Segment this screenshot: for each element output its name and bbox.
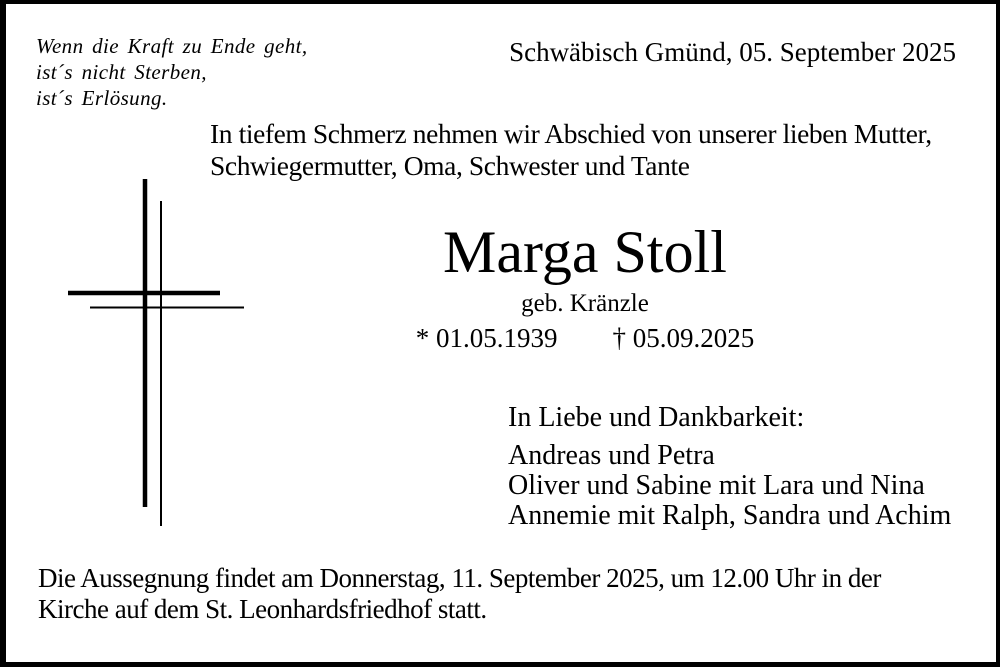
dateline: Schwäbisch Gmünd, 05. September 2025 <box>509 37 956 67</box>
funeral-line: Kirche auf dem St. Leonhardsfriedhof statt. <box>38 594 487 624</box>
epigraph-line: ist´s Erlösung. <box>36 86 168 110</box>
family-block <box>508 403 951 531</box>
funeral-announcement <box>38 563 881 625</box>
intro-text <box>210 118 932 182</box>
family-heading: In Liebe und Dankbarkeit: <box>508 402 805 433</box>
epigraph-line: Wenn die Kraft zu Ende geht, <box>36 34 308 58</box>
epigraph-line: ist´s nicht Sterben, <box>36 60 207 84</box>
maiden-name: geb. Kränzle <box>521 290 649 317</box>
mourner-line: Andreas und Petra <box>508 440 715 471</box>
intro-line: Schwiegermutter, Oma, Schwester und Tante <box>210 150 690 181</box>
epigraph <box>36 33 308 111</box>
funeral-line: Die Aussegnung findet am Donnerstag, 11. September 2025, um 12.00 Uhr in der <box>38 563 881 593</box>
intro-line: In tiefem Schmerz nehmen wir Abschied von unserer lieben Mutter, <box>210 118 932 149</box>
birth-date: * 01.05.1939 <box>415 323 558 353</box>
mourner-line: Annemie mit Ralph, Sandra und Achim <box>508 500 952 531</box>
life-dates <box>170 323 1000 353</box>
death-date: † 05.09.2025 <box>612 323 755 353</box>
mourner-line: Oliver und Sabine mit Lara und Nina <box>508 470 925 501</box>
deceased-name: Marga Stoll <box>443 219 727 285</box>
